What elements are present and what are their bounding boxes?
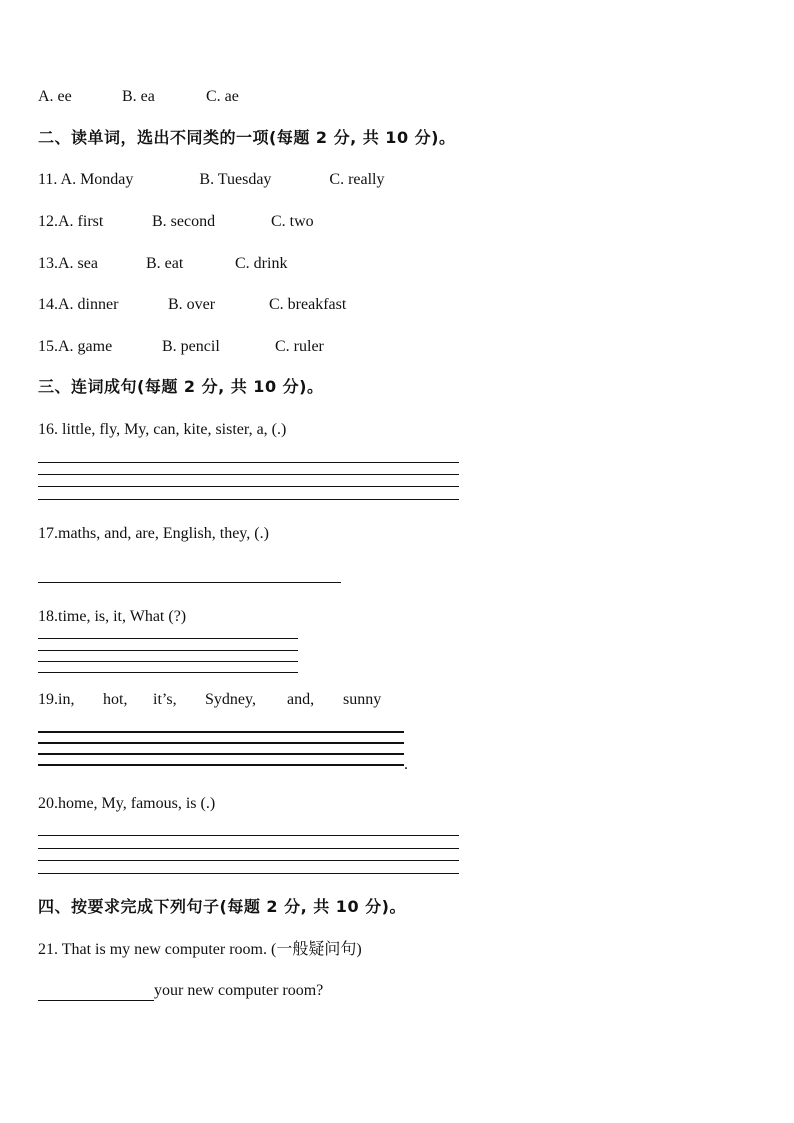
option-a: . A. Monday [53, 171, 134, 188]
question-11 [38, 170, 385, 190]
period-mark: . [404, 756, 408, 773]
word: hot, [103, 691, 128, 708]
option-c: C. really [329, 171, 385, 188]
question-14 [38, 295, 346, 315]
answer-line[interactable] [38, 848, 459, 849]
question-number: 11 [38, 171, 54, 188]
option-b: B. eat [146, 255, 184, 272]
question-21-answer [38, 981, 323, 1001]
answer-line[interactable] [38, 462, 459, 463]
section4-heading: 四、按要求完成下列句子(每题 2 分, 共 10 分)。 [38, 897, 406, 916]
question-18: 18.time, is, it, What (?) [38, 608, 187, 625]
answer-line[interactable] [38, 764, 404, 766]
answer-line[interactable] [38, 753, 404, 755]
question-number: 13 [38, 255, 54, 272]
question-17: 17.maths, and, are, English, they, (.) [38, 525, 269, 542]
answer-line[interactable] [38, 638, 298, 639]
option-a: A. ee [38, 88, 72, 105]
answer-text: your new computer room? [154, 982, 324, 999]
question-21: 21. That is my new computer room. (一般疑问句) [38, 941, 362, 958]
answer-line[interactable] [38, 860, 459, 861]
option-b: B. Tuesday [199, 171, 272, 188]
option-b: B. second [152, 213, 216, 230]
option-a: .A. sea [54, 255, 98, 272]
question-number: 14 [38, 296, 54, 313]
option-a: .A. game [54, 338, 113, 355]
option-a: .A. first [54, 213, 104, 230]
word: Sydney, [205, 691, 256, 708]
word: and, [287, 691, 315, 708]
option-b: B. pencil [162, 338, 220, 355]
question-16: 16. little, fly, My, can, kite, sister, a, (.) [38, 421, 287, 438]
question-19 [38, 690, 381, 710]
q10-options [38, 87, 239, 107]
word: sunny [343, 691, 382, 708]
answer-line[interactable] [38, 731, 404, 733]
word: it’s, [153, 691, 177, 708]
section2-heading: 二、读单词，选出不同类的一项(每题 2 分, 共 10 分)。 [38, 128, 456, 147]
option-c: C. ae [206, 88, 239, 105]
answer-line[interactable] [38, 672, 298, 673]
answer-line[interactable] [38, 582, 341, 583]
answer-line[interactable] [38, 835, 459, 836]
question-13 [38, 254, 287, 274]
answer-line[interactable] [38, 474, 459, 475]
option-b: B. over [168, 296, 216, 313]
answer-line[interactable] [38, 499, 459, 500]
answer-line[interactable] [38, 873, 459, 874]
question-20: 20.home, My, famous, is (.) [38, 795, 216, 812]
fill-blank[interactable] [38, 984, 154, 1001]
answer-line[interactable] [38, 486, 459, 487]
section3-heading: 三、连词成句(每题 2 分, 共 10 分)。 [38, 377, 324, 396]
answer-line[interactable] [38, 650, 298, 651]
option-b: B. ea [122, 88, 155, 105]
answer-line[interactable] [38, 661, 298, 662]
question-12 [38, 212, 314, 232]
option-c: C. ruler [275, 338, 324, 355]
question-15 [38, 337, 324, 357]
option-c: C. drink [235, 255, 288, 272]
word: 19.in, [38, 691, 75, 708]
question-number: 12 [38, 213, 54, 230]
option-c: C. breakfast [269, 296, 347, 313]
option-c: C. two [271, 213, 314, 230]
answer-line[interactable] [38, 742, 404, 744]
question-number: 15 [38, 338, 54, 355]
option-a: .A. dinner [54, 296, 119, 313]
